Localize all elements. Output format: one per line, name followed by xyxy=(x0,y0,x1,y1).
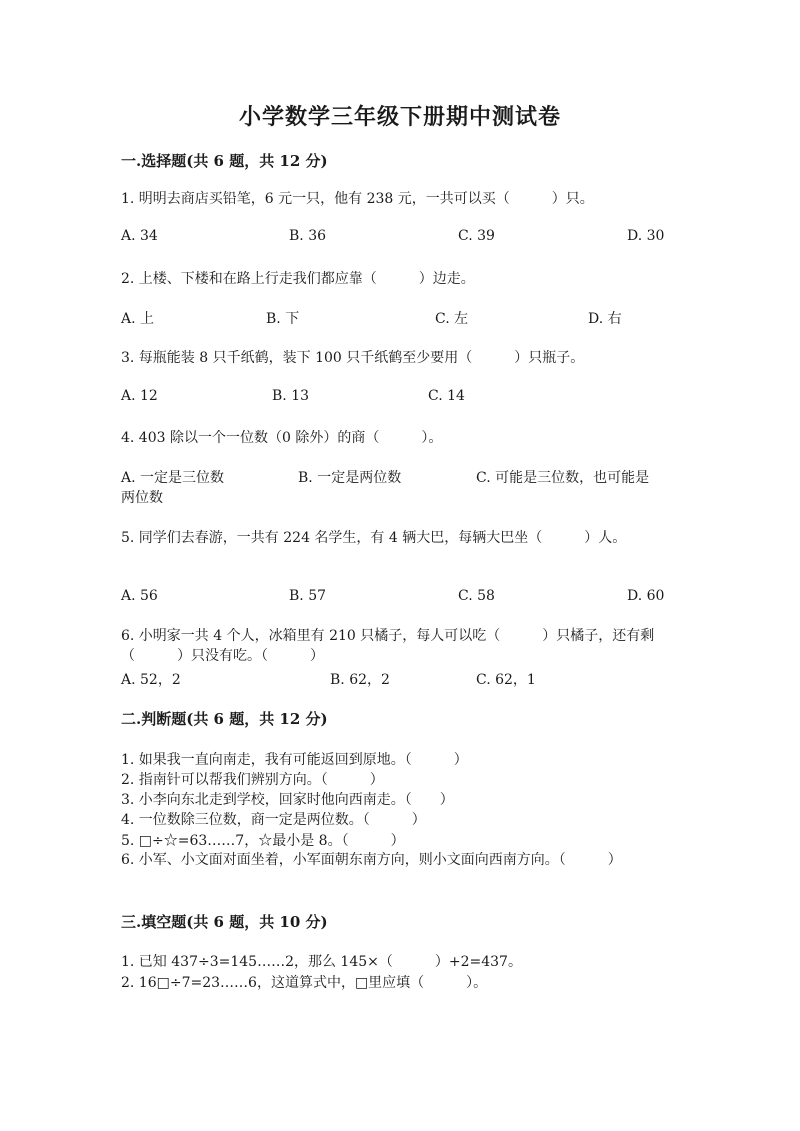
question-2-option-b: B. 下 xyxy=(266,311,300,327)
judgement-item-5: 5. □÷☆=63……7，☆最小是 8。（ ） xyxy=(121,833,405,849)
fill-blank-item-2: 2. 16□÷7=23……6，这道算式中，□里应填（ ）。 xyxy=(121,975,488,991)
question-6-option-a: A. 52，2 xyxy=(121,672,181,688)
judgement-item-4: 4. 一位数除三位数，商一定是两位数。（ ） xyxy=(121,812,426,828)
question-4-option-b: B. 一定是两位数 xyxy=(298,470,402,486)
judgement-item-3: 3. 小李向东北走到学校，回家时他向西南走。（ ） xyxy=(121,792,454,808)
judgement-item-2: 2. 指南针可以帮我们辨别方向。（ ） xyxy=(121,772,384,788)
section-heading-fill-blank: 三.填空题(共 6 题，共 10 分) xyxy=(121,913,328,931)
question-1-option-c: C. 39 xyxy=(458,228,495,244)
question-1-option-a: A. 34 xyxy=(121,228,158,244)
question-5-option-a: A. 56 xyxy=(121,588,158,604)
question-1-option-d: D. 30 xyxy=(627,228,665,244)
question-3-stem: 3. 每瓶能装 8 只千纸鹤，装下 100 只千纸鹤至少要用（ ）只瓶子。 xyxy=(121,350,585,366)
question-3-option-a: A. 12 xyxy=(121,388,158,404)
question-4-stem: 4. 403 除以一个一位数（0 除外）的商（ ）。 xyxy=(121,430,443,446)
question-2-option-a: A. 上 xyxy=(121,311,155,327)
question-5-stem: 5. 同学们去春游，一共有 224 名学生，有 4 辆大巴，每辆大巴坐（ ）人。 xyxy=(121,530,627,546)
question-6-option-b: B. 62，2 xyxy=(330,672,390,688)
question-6-option-c: C. 62，1 xyxy=(476,672,536,688)
exam-title: 小学数学三年级下册期中测试卷 xyxy=(238,104,561,130)
question-1-option-b: B. 36 xyxy=(289,228,327,244)
question-2-option-d: D. 右 xyxy=(588,311,622,327)
section-heading-judgement: 二.判断题(共 6 题，共 12 分) xyxy=(121,710,328,728)
question-4-option-a: A. 一定是三位数 xyxy=(121,470,225,486)
judgement-item-1: 1. 如果我一直向南走，我有可能返回到原地。（ ） xyxy=(121,752,468,768)
question-6-stem: 6. 小明家一共 4 个人，冰箱里有 210 只橘子，每人可以吃（ ）只橘子，还有剩（ ）只没有吃。（ ） xyxy=(121,628,655,664)
question-5-option-d: D. 60 xyxy=(627,588,665,604)
judgement-item-6: 6. 小军、小文面对面坐着，小军面朝东南方向，则小文面向西南方向。（ ） xyxy=(121,852,622,868)
question-5-option-c: C. 58 xyxy=(458,588,495,604)
question-2-stem: 2. 上楼、下楼和在路上行走我们都应靠（ ）边走。 xyxy=(121,271,475,287)
question-2-option-c: C. 左 xyxy=(435,311,469,327)
fill-blank-item-1: 1. 已知 437÷3=145……2，那么 145×（ ）+2=437。 xyxy=(121,954,522,970)
question-5-option-b: B. 57 xyxy=(289,588,327,604)
question-3-option-b: B. 13 xyxy=(272,388,310,404)
question-1-stem: 1. 明明去商店买铅笔，6 元一只，他有 238 元，一共可以买（ ）只。 xyxy=(121,191,594,207)
question-4-option-c-continued: 两位数 xyxy=(121,490,163,506)
section-heading-choice: 一.选择题(共 6 题，共 12 分) xyxy=(121,152,328,170)
question-4-option-c: C. 可能是三位数，也可能是 xyxy=(476,470,650,486)
question-3-option-c: C. 14 xyxy=(428,388,465,404)
